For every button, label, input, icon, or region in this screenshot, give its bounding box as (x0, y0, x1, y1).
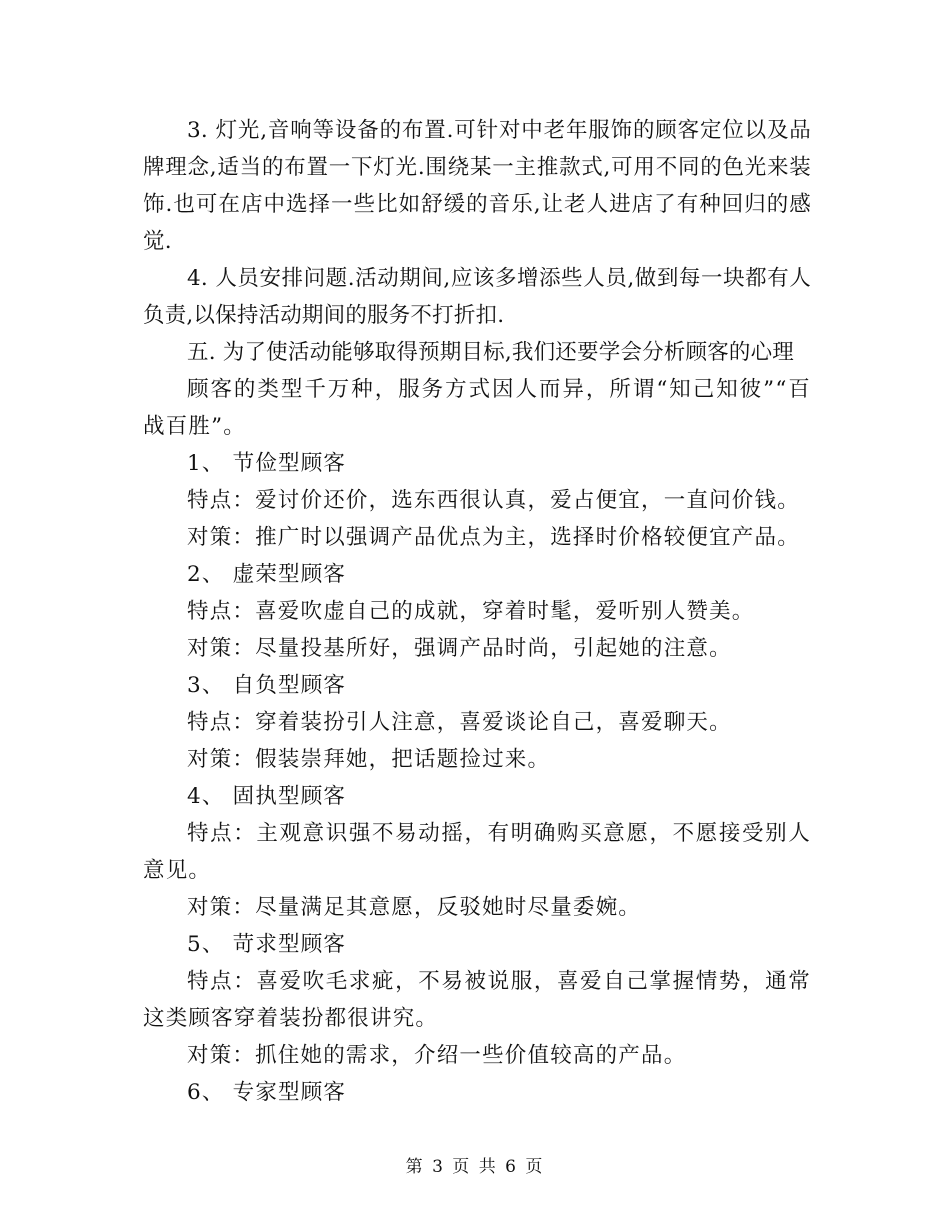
frugal-strategy: 对策：推广时以强调产品优点为主，选择时价格较便宜产品。 (187, 525, 800, 550)
demanding-traits: 特点：喜爱吹毛求疵，不易被说服，喜爱自己掌握情势，通常这类顾客穿着装扮都很讲究。 (143, 969, 811, 1031)
stubborn-traits: 特点：主观意识强不易动摇，有明确购买意愿，不愿接受别人意见。 (143, 821, 811, 883)
page-number-footer: 第 3 页 共 6 页 (405, 1157, 545, 1177)
customer-type-heading-demanding: 5、 苛求型顾客 (187, 932, 347, 957)
vain-strategy: 对策：尽量投基所好，强调产品时尚，引起她的注意。 (187, 636, 732, 661)
customer-type-heading-vain: 2、 虚荣型顾客 (187, 562, 347, 587)
body-text (143, 112, 811, 1111)
customer-type-heading-stubborn: 4、 固执型顾客 (187, 784, 347, 809)
customer-type-heading-expert: 6、 专家型顾客 (187, 1080, 347, 1105)
vain-traits: 特点：喜爱吹虚自己的成就，穿着时髦，爱听别人赞美。 (187, 599, 755, 624)
paragraph-lighting: 3. 灯光,音响等设备的布置.可针对中老年服饰的顾客定位以及品牌理念,适当的布置一下灯光.围绕某一主推款式,可用不同的色光来装饰.也可在店中选择一些比如舒缓的音乐,让老人进店了有种回归的感觉. (143, 118, 811, 254)
section-heading-customer-psychology: 五. 为了使活动能够取得预期目标,我们还要学会分析顾客的心理 (187, 340, 795, 365)
frugal-traits: 特点：爱讨价还价，选东西很认真，爱占便宜，一直问价钱。 (187, 488, 800, 513)
demanding-strategy: 对策：抓住她的需求，介绍一些价值较高的产品。 (187, 1043, 687, 1068)
stubborn-strategy: 对策：尽量满足其意愿，反驳她时尽量委婉。 (187, 895, 642, 920)
conceited-traits: 特点：穿着装扮引人注意，喜爱谈论自己，喜爱聊天。 (187, 710, 732, 735)
conceited-strategy: 对策：假装崇拜她，把话题捡过来。 (187, 747, 551, 772)
paragraph-staffing: 4. 人员安排问题.活动期间,应该多增添些人员,做到每一块都有人负责,以保持活动期间的服务不打折扣. (143, 266, 811, 328)
customer-type-heading-conceited: 3、 自负型顾客 (187, 673, 347, 698)
customer-type-heading-frugal: 1、 节俭型顾客 (187, 451, 347, 476)
paragraph-customer-types-intro: 顾客的类型千万种，服务方式因人而异，所谓“知己知彼”“百战百胜”。 (143, 377, 811, 439)
